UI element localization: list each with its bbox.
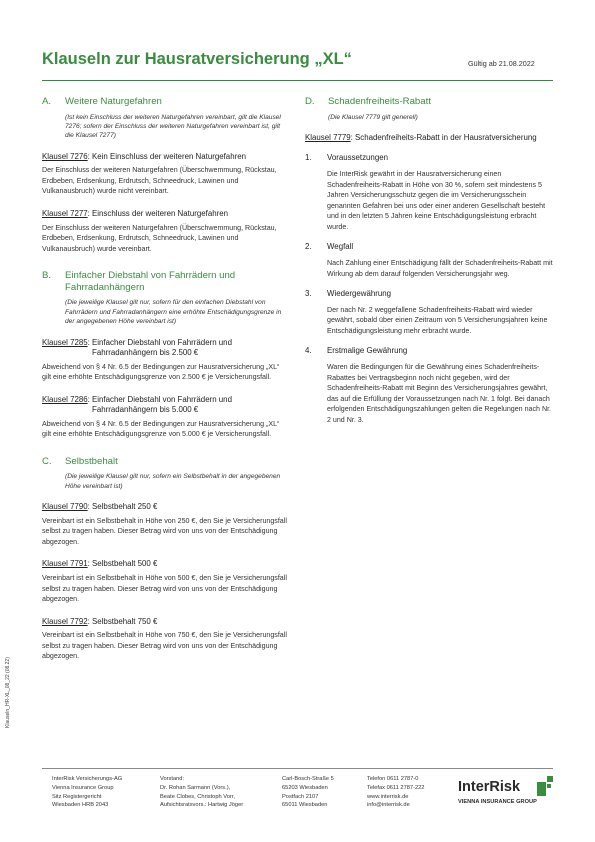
section-letter: D. bbox=[305, 96, 315, 107]
numbered-item-heading bbox=[305, 289, 553, 300]
section-letter: A. bbox=[42, 96, 52, 107]
page-title: Klauseln zur Hausratversicherung „XL“ bbox=[42, 50, 352, 68]
section-b-heading bbox=[42, 270, 290, 293]
item-title: Wiedergewährung bbox=[327, 289, 392, 299]
clause-id: Klausel 7286 bbox=[42, 394, 88, 404]
item-title: Erstmalige Gewährung bbox=[327, 346, 408, 356]
item-body: Die InterRisk gewährt in der Hausratversicherung einen Schadenfreiheits-Rabatt in Höhe von 30 %, sofern seit mindestens 5 Jahren Versicherungsschutz gegen die im Versicherungsschein genannten Gefahren bei uns oder einer anderen Gesellschaft besteht und in den letzten 5 Jahren keine Entschädigungsleistung erbracht wurde. bbox=[327, 169, 546, 231]
clause-body: Vereinbart ist ein Selbstbehalt in Höhe von 750 €, den Sie je Versicherungsfall selbst zu tragen haben. Dieser Betrag wird von uns von der Entschädigung abgezogen. bbox=[42, 631, 287, 661]
footer-contact bbox=[367, 775, 424, 810]
clause-body: Der Einschluss der weiteren Naturgefahren (Überschwemmung, Rückstau, Erdbeben, Erdsenkung, Erdrutsch, Schneedruck, Lawinen und Vulkanausbruch) wurde nicht vereinbart. bbox=[42, 166, 277, 196]
fax: Telefax 0611 2787-222 bbox=[367, 784, 425, 791]
section-note: (Die jeweilige Klausel gilt nur, sofern für den einfachen Diebstahl von Fahrrädern und Fahrradanhängern eine erhöhte Entschädigungsgrenze in der angegebenen Höhe vereinbart ist) bbox=[65, 299, 282, 326]
clause-heading: Klausel 7286 : Einfacher Diebstahl von Fahrrädern und Fahrradanhängern bis 5.000 € bbox=[42, 395, 290, 416]
section-title: Schadenfreiheits-Rabatt bbox=[328, 96, 431, 107]
item-number: 3. bbox=[305, 289, 312, 299]
clause-body: Vereinbart ist ein Selbstbehalt in Höhe von 250 €, den Sie je Versicherungsfall selbst zu tragen haben. Dieser Betrag wird von uns von der Entschädigung abgezogen. bbox=[42, 516, 287, 546]
item-body: Waren die Bedingungen für die Gewährung eines Schadenfreiheits-Rabattes bei Vertragsbeginn noch nicht gegeben, wird der Schadenfreiheits-Rabatt mit Beginn des Versicherungsjahres gewährt, das auf die Erfüllung der Voraussetzungen nach Nr. 1 folgt. Bei danach erfolgenden Entschädigungszahlungen gelten die Regelungen nach Nr. 2 und Nr. 3. bbox=[327, 362, 552, 424]
section-a-heading bbox=[42, 96, 290, 108]
email-link[interactable]: info@interrisk.de bbox=[367, 802, 410, 809]
clause-id: Klausel 7779 bbox=[305, 132, 351, 142]
clause-id: Klausel 7277 bbox=[42, 209, 88, 218]
item-body: Nach Zahlung einer Entschädigung fällt der Schadenfreiheits-Rabatt mit Wirkung ab dem darauf folgenden Versicherungsjahr weg. bbox=[327, 258, 553, 278]
section-letter: C. bbox=[42, 455, 52, 467]
section-note: (Die jeweilige Klausel gilt nur, sofern ein Selbstbehalt in der angegebenen Höhe vereinbart ist) bbox=[65, 473, 281, 490]
section-d-heading bbox=[305, 96, 553, 108]
phone: Telefon 0611 2787-0 bbox=[367, 776, 419, 782]
logo-text: InterRisk bbox=[458, 779, 521, 795]
item-title: Wegfall bbox=[327, 242, 354, 252]
section-title: Selbstbehalt bbox=[65, 455, 118, 467]
clause-title: Selbstbehalt 750 € bbox=[92, 616, 158, 626]
item-body: Der nach Nr. 2 weggefallene Schadenfreiheits-Rabatt wird wieder gewährt, sobald über einen Zeitraum von 5 Versicherungsjahren keine Entschädigungsleistung mehr erbracht wurde. bbox=[327, 305, 548, 335]
numbered-item-heading bbox=[305, 242, 553, 253]
clause-id: Klausel 7791 bbox=[42, 559, 88, 569]
footer-address: Carl-Bosch-Straße 5 65203 Wiesbaden Postfach 2107 65011 Wiesbaden bbox=[282, 776, 334, 809]
website-link[interactable]: www.interrisk.de bbox=[367, 793, 409, 800]
stacked-squares-icon bbox=[537, 776, 553, 796]
header-rule bbox=[42, 80, 553, 81]
clause-heading: Klausel 7276 : Kein Einschluss der weiteren Naturgefahren bbox=[42, 152, 290, 163]
section-note: (Ist kein Einschluss der weiteren Naturgefahren vereinbart, gilt die Klausel 7276; sofern der Einschluss der weiteren Naturgefahren vereinbart ist, gilt die Klausel 7277) bbox=[65, 113, 281, 140]
clause-heading: Klausel 7791 : Selbstbehalt 500 € bbox=[42, 559, 290, 570]
section-note: (Die Klausel 7779 gilt generell) bbox=[328, 113, 418, 121]
clause-heading: Klausel 7792 : Selbstbehalt 750 € bbox=[42, 617, 290, 628]
numbered-item-heading bbox=[305, 346, 553, 357]
clause-heading: Klausel 7277 : Einschluss der weiteren Naturgefahren bbox=[42, 209, 290, 220]
clause-title: Kein Einschluss der weiteren Naturgefahren bbox=[92, 151, 246, 161]
clause-heading: Klausel 7285 : Einfacher Diebstahl von Fahrrädern und Fahrradanhängern bis 2.500 € bbox=[42, 338, 290, 359]
clause-title: Einfacher Diebstahl von Fahrrädern und Fahrradanhängern bis 5.000 € bbox=[92, 394, 232, 415]
clause-body: Abweichend von § 4 Nr. 6.5 der Bedingungen zur Hausratversicherung „XL“ gilt eine erhöhte Entschädigungsgrenze von 5.000 € je Versicherungsfall. bbox=[42, 419, 280, 439]
logo-subtitle: VIENNA INSURANCE GROUP bbox=[458, 799, 537, 805]
clause-id: Klausel 7276 bbox=[42, 151, 88, 161]
right-column bbox=[305, 96, 553, 426]
item-number: 1. bbox=[305, 153, 312, 163]
interrisk-logo bbox=[458, 776, 554, 810]
section-letter: B. bbox=[42, 270, 52, 282]
section-c-heading bbox=[42, 456, 290, 468]
clause-title: Schadenfreiheits-Rabatt in der Hausratversicherung bbox=[355, 132, 537, 142]
section-title: Weitere Naturgefahren bbox=[65, 96, 162, 107]
clause-title: Selbstbehalt 500 € bbox=[92, 559, 158, 569]
item-title: Voraussetzungen bbox=[327, 153, 388, 163]
clause-id: Klausel 7285 bbox=[42, 337, 88, 347]
clause-body: Abweichend von § 4 Nr. 6.5 der Bedingungen zur Hausratversicherung „XL“ gilt eine erhöhte Entschädigungsgrenze von 2.500 € je Versicherungsfall. bbox=[42, 362, 280, 382]
numbered-item-heading bbox=[305, 153, 553, 164]
item-number: 2. bbox=[305, 242, 312, 252]
clause-body: Der Einschluss der weiteren Naturgefahren (Überschwemmung, Rückstau, Erdbeben, Erdsenkung, Erdrutsch, Schneedruck, Lawinen und Vulkanausbruch) wurde vereinbart. bbox=[42, 223, 277, 253]
clause-id: Klausel 7790 bbox=[42, 502, 88, 512]
clause-heading: Klausel 7790 : Selbstbehalt 250 € bbox=[42, 502, 290, 513]
valid-date: Gültig ab 21.08.2022 bbox=[468, 59, 535, 68]
clause-title: Einschluss der weiteren Naturgefahren bbox=[92, 209, 228, 218]
left-column bbox=[42, 96, 290, 662]
clause-id: Klausel 7792 bbox=[42, 616, 88, 626]
clause-title: Selbstbehalt 250 € bbox=[92, 502, 158, 512]
footer-board: Vorstand: Dr. Rohan Sarmann (Vors.), Beate Clobes, Christoph Vorr, Aufsichtsratsvors.: Hartwig Jöger bbox=[160, 776, 244, 809]
item-number: 4. bbox=[305, 346, 312, 356]
clause-body: Vereinbart ist ein Selbstbehalt in Höhe von 500 €, den Sie je Versicherungsfall selbst zu tragen haben. Dieser Betrag wird von uns von der Entschädigung abgezogen. bbox=[42, 573, 287, 604]
document-code: Klauseln_HR-XL_08_22 (08.22) bbox=[5, 657, 11, 728]
footer-rule bbox=[42, 768, 553, 769]
footer-company: InterRisk Versicherungs-AG Vienna Insurance Group Sitz Registergericht Wiesbaden HRB 2043 bbox=[52, 776, 123, 809]
clause-heading: Klausel 7779 : Schadenfreiheits-Rabatt in der Hausratversicherung bbox=[305, 133, 553, 144]
section-title: Einfacher Diebstahl von Fahrrädern und Fahrradanhängern bbox=[65, 270, 236, 293]
clause-title: Einfacher Diebstahl von Fahrrädern und Fahrradanhängern bis 2.500 € bbox=[92, 337, 232, 357]
